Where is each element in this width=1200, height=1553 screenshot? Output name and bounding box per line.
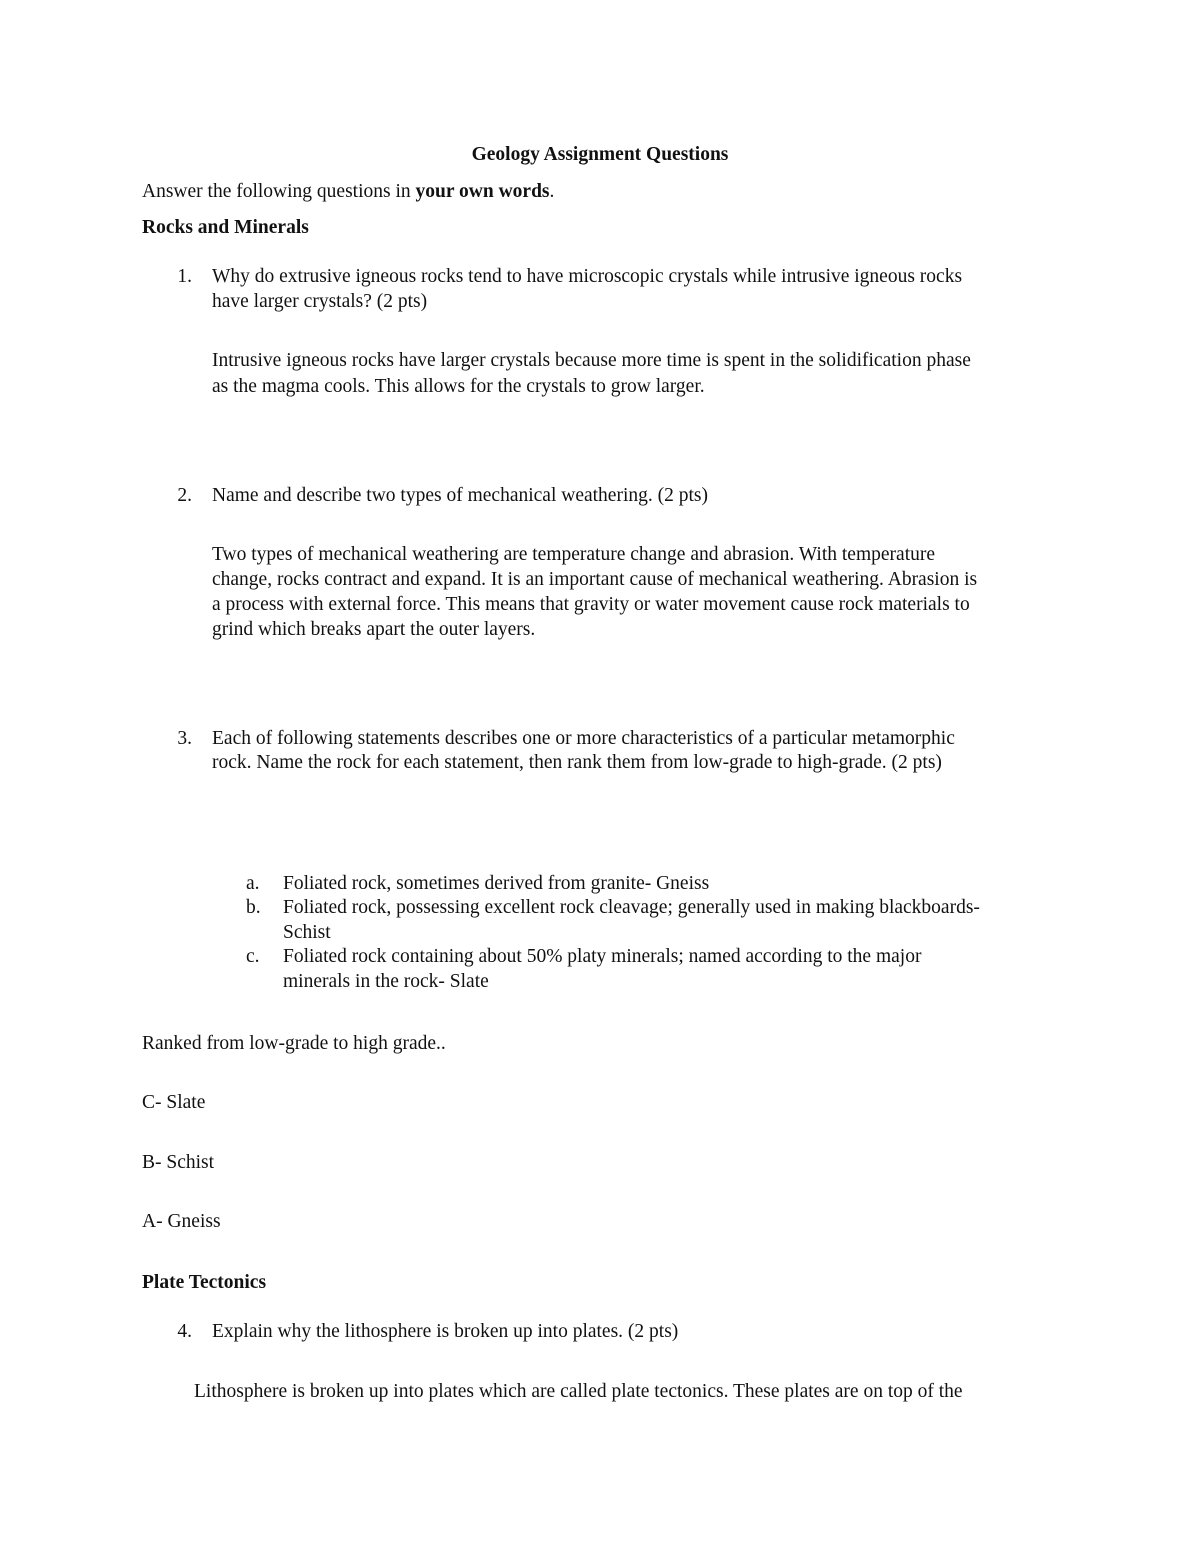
answer-1-line: as the magma cools. This allows for the crystals to grow larger. — [212, 376, 705, 397]
section-heading-plate-tectonics: Plate Tectonics — [142, 1272, 267, 1293]
ranking-heading: Ranked from low-grade to high grade.. — [142, 1033, 446, 1054]
list-item-text: Foliated rock containing about 50% platy minerals; named according to the major — [283, 946, 922, 967]
question-number: 3. — [177, 728, 192, 749]
instructions-emphasis: your own words — [415, 181, 550, 202]
question-3-line: rock. Name the rock for each statement, then rank them from low-grade to high-grade. (2 pts) — [212, 752, 942, 773]
list-item-marker: c. — [246, 946, 260, 967]
answer-2-line: a process with external force. This means that gravity or water movement cause rock materials to — [212, 594, 970, 615]
list-item-text: Foliated rock, sometimes derived from granite- Gneiss — [283, 873, 710, 894]
answer-4-line: Lithosphere is broken up into plates which are called plate tectonics. These plates are on top of the — [194, 1381, 963, 1402]
question-1-line: have larger crystals? (2 pts) — [212, 291, 428, 312]
ranking-entry: B- Schist — [142, 1152, 215, 1173]
answer-2-line: Two types of mechanical weathering are temperature change and abrasion. With temperature — [212, 544, 936, 565]
answer-2-line: grind which breaks apart the outer layers. — [212, 619, 536, 640]
ranking-entry: C- Slate — [142, 1092, 206, 1113]
question-3-line: Each of following statements describes one or more characteristics of a particular metamorphic — [212, 728, 955, 749]
list-item-text: Foliated rock, possessing excellent rock cleavage; generally used in making blackboards- — [283, 897, 980, 918]
page-title: Geology Assignment Questions — [471, 144, 729, 165]
question-1-line: Why do extrusive igneous rocks tend to have microscopic crystals while intrusive igneous rocks — [212, 266, 963, 287]
list-item-text: Schist — [283, 922, 331, 943]
question-4-line: Explain why the lithosphere is broken up into plates. (2 pts) — [212, 1321, 679, 1342]
question-number: 4. — [177, 1321, 192, 1342]
question-number: 2. — [177, 485, 192, 506]
answer-1-line: Intrusive igneous rocks have larger crystals because more time is spent in the solidification phase — [212, 350, 971, 371]
instructions-suffix: . — [549, 181, 555, 202]
instructions-prefix: Answer the following questions in — [142, 181, 416, 202]
section-heading-rocks-minerals: Rocks and Minerals — [142, 217, 309, 238]
list-item-marker: a. — [246, 873, 260, 894]
list-item-marker: b. — [246, 897, 261, 918]
ranking-entry: A- Gneiss — [142, 1211, 221, 1232]
answer-2-line: change, rocks contract and expand. It is an important cause of mechanical weathering. Abrasion is — [212, 569, 978, 590]
question-number: 1. — [177, 266, 192, 287]
instructions — [142, 179, 554, 204]
question-2-line: Name and describe two types of mechanical weathering. (2 pts) — [212, 485, 708, 506]
list-item-text: minerals in the rock- Slate — [283, 971, 489, 992]
